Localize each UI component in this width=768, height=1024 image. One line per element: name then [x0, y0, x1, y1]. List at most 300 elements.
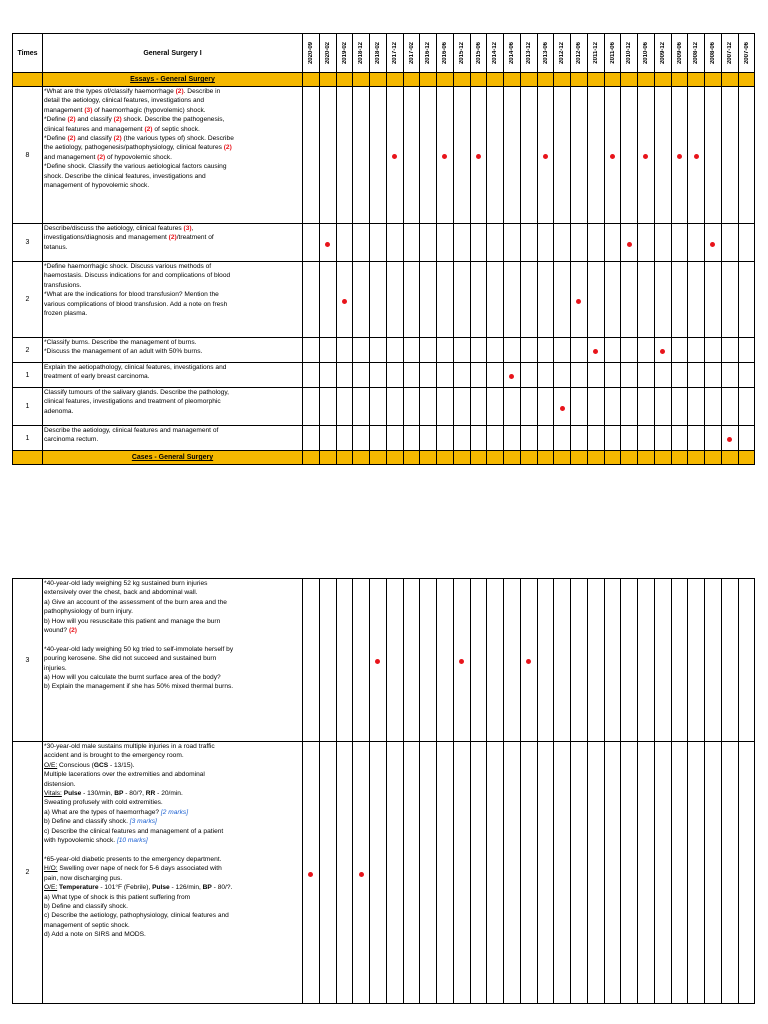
year-cell: [587, 426, 604, 451]
year-cell: [738, 87, 755, 224]
times-header: Times: [13, 34, 43, 73]
question-line: [44, 347, 301, 356]
section-cell: [738, 451, 755, 465]
year-cell: [671, 224, 688, 262]
text-segment: *30-year-old male sustains multiple injuries in a road traffic: [44, 743, 215, 750]
section-cell: [688, 73, 705, 87]
year-cell: [470, 426, 487, 451]
year-cell: [420, 742, 437, 1004]
text-segment: Swelling over nape of neck for 5-6 days associated with: [57, 865, 222, 873]
asked-marker: [476, 154, 481, 159]
year-cell: [537, 262, 554, 338]
year-cell: [470, 363, 487, 388]
year-cell: [705, 388, 722, 426]
year-cell: [537, 742, 554, 1004]
year-label: 2009-06: [676, 41, 683, 65]
year-cell: [319, 579, 336, 742]
year-cell: [554, 338, 571, 363]
question-line: [44, 845, 301, 854]
year-cell: [537, 338, 554, 363]
year-cell: [303, 426, 320, 451]
text-segment: investigations/diagnosis and management: [44, 234, 169, 242]
question-line: [44, 243, 301, 252]
text-segment: O/E:: [44, 761, 58, 769]
text-segment: and classify: [75, 135, 114, 143]
year-cell: [504, 742, 521, 1004]
year-cell: [587, 224, 604, 262]
year-cell: [654, 224, 671, 262]
text-segment: (the various types of) shock. Describe: [121, 135, 234, 143]
question-line: [44, 96, 301, 105]
question-line: [44, 902, 301, 911]
year-cell: [587, 579, 604, 742]
year-cell: [738, 426, 755, 451]
section-cell: [621, 73, 638, 87]
year-cell: [638, 87, 655, 224]
question-line: [44, 673, 301, 682]
year-cell: [319, 426, 336, 451]
section-cell: [487, 73, 504, 87]
year-cell: [353, 338, 370, 363]
frequency-count: (2): [113, 116, 122, 124]
section-cell: [671, 451, 688, 465]
text-segment: of hypovolemic shock.: [105, 153, 172, 161]
year-cell: [453, 579, 470, 742]
text-segment: *Define shock. Classify the various aetiological factors causing: [44, 163, 227, 171]
text-segment: *Define haemorrhagic shock. Discuss various methods of: [44, 263, 212, 270]
year-header: [470, 34, 487, 73]
year-cell: [470, 224, 487, 262]
question-line: [44, 338, 301, 347]
year-cell: [638, 363, 655, 388]
year-cell: [671, 426, 688, 451]
question-line: [44, 372, 301, 381]
year-cell: [654, 363, 671, 388]
year-cell: [504, 338, 521, 363]
year-cell: [587, 363, 604, 388]
year-cell: [571, 742, 588, 1004]
text-segment: *40-year-old lady weighing 50 kg tried to self-immolate herself by: [44, 645, 234, 653]
text-segment: /treatment of: [176, 234, 214, 242]
asked-marker: [375, 659, 380, 664]
question-line: [44, 635, 301, 644]
section-cell: [336, 73, 353, 87]
question-line: [44, 645, 301, 654]
section-cell: [403, 73, 420, 87]
year-cell: [621, 338, 638, 363]
year-label: 2016-12: [425, 41, 432, 65]
year-cell: [520, 262, 537, 338]
section-label-essays: Essays - General Surgery: [43, 73, 303, 87]
year-cell: [303, 224, 320, 262]
section-cell: [738, 73, 755, 87]
section-cell: [554, 73, 571, 87]
section-cell: [403, 451, 420, 465]
question-line: [44, 855, 301, 864]
year-cell: [554, 388, 571, 426]
year-cell: [353, 87, 370, 224]
year-cell: [403, 224, 420, 262]
section-cell: [671, 73, 688, 87]
section-cell: [303, 451, 320, 465]
year-cell: [386, 363, 403, 388]
asked-marker: [576, 299, 581, 304]
year-cell: [370, 87, 387, 224]
section-cell: [604, 73, 621, 87]
times-count: 3: [13, 579, 43, 742]
year-cell: [319, 742, 336, 1004]
year-cell: [571, 363, 588, 388]
year-cell: [571, 87, 588, 224]
text-segment: transfusions.: [44, 281, 82, 289]
question-text: [43, 426, 303, 451]
year-cell: [587, 338, 604, 363]
year-cell: [420, 388, 437, 426]
header-row: [13, 34, 755, 73]
year-cell: [370, 426, 387, 451]
times-count: 2: [13, 262, 43, 338]
question-row: [13, 87, 755, 224]
question-line: [44, 125, 301, 134]
text-segment: the aetiology, pathogenesis/pathophysiology, clinical features: [44, 144, 224, 152]
year-header: [688, 34, 705, 73]
year-cell: [403, 338, 420, 363]
year-cell: [303, 338, 320, 363]
section-cell: [420, 73, 437, 87]
year-cell: [336, 426, 353, 451]
year-cell: [386, 579, 403, 742]
year-cell: [386, 338, 403, 363]
text-segment: various complications of blood transfusion. Add a note on fresh: [44, 300, 228, 308]
question-line: [44, 682, 301, 691]
year-cell: [537, 426, 554, 451]
asked-marker: [459, 659, 464, 664]
asked-marker: [694, 154, 699, 159]
year-cell: [370, 363, 387, 388]
year-cell: [303, 742, 320, 1004]
year-cell: [403, 388, 420, 426]
text-segment: pouring kerosene. She did not succeed and sustained burn: [44, 655, 217, 663]
text-segment: - 126/min,: [169, 884, 203, 892]
year-cell: [336, 742, 353, 1004]
year-cell: [453, 338, 470, 363]
frequency-count: (2): [175, 88, 184, 95]
year-cell: [319, 388, 336, 426]
year-cell: [621, 224, 638, 262]
question-line: [44, 579, 301, 588]
question-line: [44, 607, 301, 616]
question-line: [44, 664, 301, 673]
year-header: [638, 34, 655, 73]
question-row: [13, 338, 755, 363]
asked-marker: [677, 154, 682, 159]
year-header: [353, 34, 370, 73]
question-line: [44, 654, 301, 663]
year-label: 2015-12: [458, 41, 465, 65]
subject-title: General Surgery I: [43, 34, 303, 73]
text-segment: RR: [145, 790, 156, 798]
year-cell: [688, 87, 705, 224]
question-line: [44, 106, 301, 115]
section-cell: [587, 73, 604, 87]
asked-marker: [560, 406, 565, 411]
year-header: [453, 34, 470, 73]
text-segment: . Describe in: [183, 88, 221, 95]
year-cell: [336, 579, 353, 742]
year-cell: [654, 338, 671, 363]
year-label: 2011-12: [592, 42, 599, 64]
year-cell: [638, 388, 655, 426]
year-label: 2010-12: [626, 41, 633, 65]
section-cell: [437, 73, 454, 87]
asked-marker: [710, 242, 715, 247]
year-cell: [654, 426, 671, 451]
section-cell: [470, 73, 487, 87]
year-header: [705, 34, 722, 73]
year-cell: [604, 224, 621, 262]
question-line: [44, 181, 301, 190]
year-cell: [453, 262, 470, 338]
section-cell: [571, 451, 588, 465]
year-cell: [705, 426, 722, 451]
question-row: [13, 363, 755, 388]
year-cell: [437, 87, 454, 224]
year-label: 2016-06: [442, 41, 448, 65]
year-header: [604, 34, 621, 73]
question-line: [44, 262, 301, 271]
year-cell: [604, 87, 621, 224]
year-cell: [705, 87, 722, 224]
year-cell: [370, 742, 387, 1004]
text-segment: H/O:: [44, 865, 58, 873]
year-cell: [671, 579, 688, 742]
year-cell: [319, 224, 336, 262]
question-line: [44, 893, 301, 902]
section-cell: [638, 73, 655, 87]
year-cell: [487, 87, 504, 224]
text-segment: of haemorrhagic (hypovolemic) shock.: [92, 106, 206, 114]
question-line: [44, 271, 301, 280]
section-cell: [604, 451, 621, 465]
question-line: [44, 162, 301, 171]
year-cell: [654, 388, 671, 426]
section-cell: [504, 451, 521, 465]
year-label: 2018-02: [375, 41, 381, 65]
year-cell: [470, 87, 487, 224]
year-cell: [638, 426, 655, 451]
section-cell: [470, 451, 487, 465]
asked-marker: [442, 154, 447, 159]
frequency-count: (2): [113, 135, 122, 143]
question-line: [44, 789, 301, 798]
text-segment: Vitals:: [44, 790, 62, 798]
question-line: [44, 827, 301, 836]
question-line: [44, 172, 301, 181]
text-segment: GCS: [93, 761, 109, 769]
year-label: 2013-12: [525, 41, 532, 65]
text-segment: Conscious (: [57, 761, 94, 769]
year-label: 2013-06: [542, 41, 549, 65]
text-segment: - 80/?.: [211, 884, 233, 892]
text-segment: *What are the indications for blood transfusion? Mention the: [44, 291, 219, 299]
year-cell: [688, 363, 705, 388]
year-cell: [403, 262, 420, 338]
text-segment: shock. Describe the pathogenesis,: [121, 116, 225, 124]
year-cell: [671, 262, 688, 338]
text-segment: *Define: [44, 116, 68, 124]
year-cell: [721, 262, 738, 338]
year-cell: [504, 579, 521, 742]
year-cell: [470, 742, 487, 1004]
year-cell: [437, 742, 454, 1004]
year-cell: [671, 742, 688, 1004]
year-cell: [303, 579, 320, 742]
year-cell: [353, 388, 370, 426]
year-cell: [688, 742, 705, 1004]
year-cell: [554, 742, 571, 1004]
year-cell: [336, 87, 353, 224]
frequency-count: (2): [68, 627, 77, 635]
marks-label: [10 marks]: [116, 837, 148, 845]
year-cell: [738, 363, 755, 388]
year-cell: [638, 262, 655, 338]
year-cell: [738, 388, 755, 426]
section-cell: [705, 73, 722, 87]
text-segment: carcinoma rectum.: [44, 436, 99, 444]
year-cell: [520, 742, 537, 1004]
times-count: 1: [13, 426, 43, 451]
year-cell: [386, 87, 403, 224]
year-cell: [537, 224, 554, 262]
question-text: [43, 262, 303, 338]
year-label: 2007-12: [726, 41, 733, 65]
year-label: 2017-12: [391, 41, 398, 65]
question-line: [44, 281, 301, 290]
text-segment: b) Define and classify shock.: [44, 818, 130, 826]
year-label: 2018-12: [358, 41, 365, 65]
year-label: 2020-02: [324, 41, 331, 65]
question-line: [44, 233, 301, 242]
year-cell: [721, 388, 738, 426]
year-cell: [537, 579, 554, 742]
text-segment: frozen plasma.: [44, 310, 88, 318]
year-cell: [453, 224, 470, 262]
question-line: [44, 742, 301, 751]
text-segment: pathophysiology of burn injury.: [44, 608, 133, 616]
question-row: [13, 426, 755, 451]
year-cell: [571, 388, 588, 426]
year-cell: [437, 363, 454, 388]
year-header: [319, 34, 336, 73]
year-cell: [386, 262, 403, 338]
year-label: 2015-06: [475, 41, 482, 65]
text-segment: c) Describe the aetiology, pathophysiology, clinical features and: [44, 912, 229, 920]
year-cell: [621, 262, 638, 338]
text-segment: - 20/min.: [155, 790, 183, 798]
text-segment: tetanus.: [44, 243, 68, 251]
year-cell: [621, 579, 638, 742]
question-row: [13, 224, 755, 262]
year-cell: [370, 224, 387, 262]
year-cell: [487, 338, 504, 363]
asked-marker: [359, 872, 364, 877]
year-label: 2019-02: [341, 41, 348, 65]
text-segment: *Define: [44, 135, 68, 143]
year-cell: [721, 338, 738, 363]
asked-marker: [727, 437, 732, 442]
year-cell: [571, 338, 588, 363]
year-cell: [504, 262, 521, 338]
asked-marker: [325, 242, 330, 247]
section-cell: [370, 451, 387, 465]
year-cell: [420, 579, 437, 742]
year-cell: [554, 224, 571, 262]
section-cell: [721, 73, 738, 87]
year-cell: [604, 579, 621, 742]
question-text: [43, 224, 303, 262]
question-text: [43, 742, 303, 1004]
year-cell: [353, 742, 370, 1004]
year-cell: [604, 388, 621, 426]
frequency-count: (2): [144, 125, 153, 133]
year-label: 2012-06: [576, 41, 582, 65]
question-line: [44, 617, 301, 626]
year-cell: [504, 388, 521, 426]
text-segment: *What are the types of/classify haemorrhage: [44, 88, 176, 95]
text-segment: clinical features, investigations and treatment of pleomorphic: [44, 398, 221, 406]
year-cell: [504, 426, 521, 451]
year-cell: [554, 262, 571, 338]
question-line: [44, 770, 301, 779]
year-cell: [638, 224, 655, 262]
year-cell: [403, 426, 420, 451]
question-line: [44, 817, 301, 826]
text-segment: Explain the aetiopathology, clinical features, investigations and: [44, 364, 227, 371]
year-cell: [487, 742, 504, 1004]
year-header: [504, 34, 521, 73]
text-segment: *Discuss the management of an adult with 50% burns.: [44, 348, 203, 356]
year-cell: [705, 579, 722, 742]
text-segment: *Classify burns. Describe the management of burns.: [44, 339, 197, 346]
section-cell: [386, 73, 403, 87]
text-segment: - 130/min,: [81, 790, 115, 798]
question-line: [44, 751, 301, 760]
text-segment: management: [44, 106, 85, 114]
year-cell: [303, 363, 320, 388]
section-cell: [537, 73, 554, 87]
year-header: [721, 34, 738, 73]
year-cell: [453, 87, 470, 224]
question-line: [44, 864, 301, 873]
year-cell: [487, 579, 504, 742]
year-cell: [738, 338, 755, 363]
year-cell: [487, 224, 504, 262]
section-cell: [453, 73, 470, 87]
year-cell: [303, 87, 320, 224]
year-cell: [604, 742, 621, 1004]
text-segment: clinical features and management: [44, 125, 145, 133]
text-segment: - 101°F (Febrile),: [98, 884, 153, 892]
year-cell: [738, 262, 755, 338]
year-header: [420, 34, 437, 73]
year-cell: [654, 742, 671, 1004]
text-segment: - 80/?,: [123, 790, 146, 798]
year-cell: [705, 742, 722, 1004]
frequency-count: (3): [84, 106, 93, 114]
year-cell: [721, 579, 738, 742]
year-header: [487, 34, 504, 73]
question-text: [43, 87, 303, 224]
